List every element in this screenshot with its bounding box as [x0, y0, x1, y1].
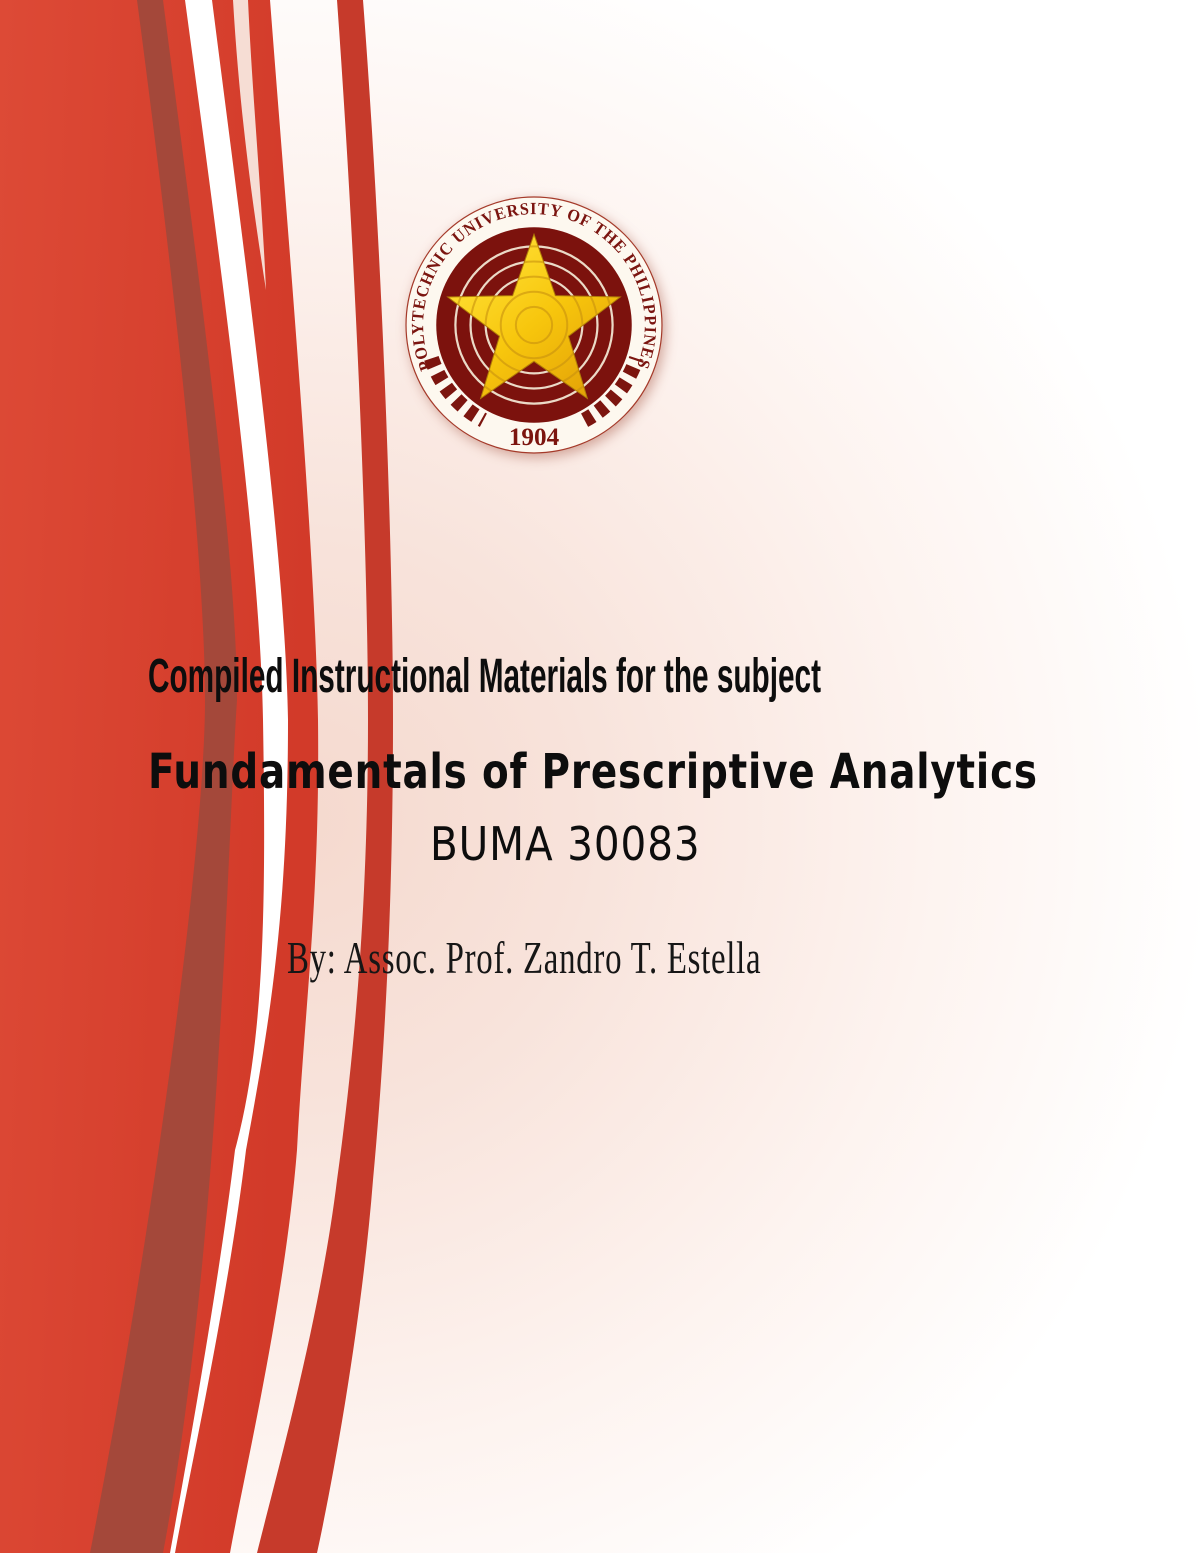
logo-year: 1904: [508, 423, 560, 451]
author-line: By: Assoc. Prof. Zandro T. Estella: [287, 933, 762, 983]
logo-institution-text: POLYTECHNIC UNIVERSITY OF THE PHILIPPINES: [407, 199, 660, 374]
pup-logo: [403, 194, 665, 456]
header-line: Compiled Instructional Materials for the subject: [148, 650, 822, 703]
course-code: BUMA 30083: [430, 817, 701, 871]
course-title: Fundamentals of Prescriptive Analytics: [148, 744, 1038, 800]
